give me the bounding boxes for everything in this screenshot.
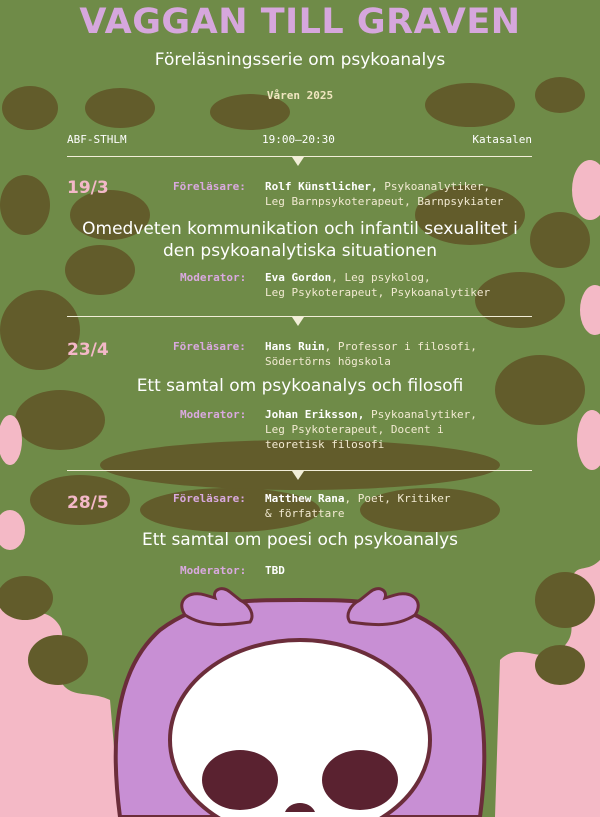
lecturer-name: Rolf Künstlicher, bbox=[265, 180, 378, 193]
moderator-role: Psykoanalytiker, bbox=[370, 408, 477, 421]
poster-subtitle: Föreläsningsserie om psykoanalys bbox=[154, 50, 446, 70]
moderator-name: Eva Gordon bbox=[265, 271, 332, 284]
event-date: 19/3 bbox=[67, 178, 109, 198]
moderator-role: teoretisk filosofi bbox=[265, 438, 385, 451]
poster-title: VAGGAN TILL GRAVEN bbox=[79, 2, 521, 42]
moderator-role: , Leg psykolog, bbox=[331, 271, 431, 284]
moderator-label: Moderator: bbox=[180, 408, 247, 421]
event-date: 28/5 bbox=[67, 493, 109, 513]
arrow-down-icon bbox=[292, 317, 304, 326]
event-title: Ett samtal om poesi och psykoanalys bbox=[141, 530, 459, 550]
season: Våren 2025 bbox=[266, 89, 334, 102]
organizer: ABF-STHLM bbox=[67, 133, 127, 146]
lecturer-role: Psykoanalytiker, bbox=[384, 180, 491, 193]
moderator bbox=[265, 407, 477, 452]
arrow-down-icon bbox=[292, 471, 304, 480]
time: 19:00–20:30 bbox=[262, 133, 335, 146]
event-title bbox=[30, 218, 570, 262]
event-title-line: den psykoanalytiska situationen bbox=[162, 241, 438, 261]
lecturer-role: Leg Barnpsykoterapeut, Barnpsykiater bbox=[265, 195, 504, 208]
moderator-label: Moderator: bbox=[180, 564, 247, 577]
lecturer-role: , Professor i filosofi, bbox=[324, 340, 477, 353]
moderator bbox=[265, 270, 490, 300]
venue: Katasalen bbox=[472, 133, 532, 146]
lecturer-role: Södertörns högskola bbox=[265, 355, 391, 368]
moderator-label: Moderator: bbox=[180, 271, 247, 284]
moderator-role: Leg Psykoterapeut, Psykoanalytiker bbox=[265, 286, 491, 299]
moderator-name: TBD bbox=[265, 564, 285, 577]
event-title-line: Omedveten kommunikation och infantil sexualitet i bbox=[82, 219, 518, 239]
lecturer bbox=[265, 179, 503, 209]
lecturer-label: Föreläsare: bbox=[173, 180, 246, 193]
moderator-name: Johan Eriksson, bbox=[265, 408, 365, 421]
event-title: Ett samtal om psykoanalys och filosofi bbox=[136, 376, 464, 396]
lecturer-name: Hans Ruin bbox=[265, 340, 325, 353]
lecturer-role: , Poet, Kritiker bbox=[344, 492, 451, 505]
lecturer-name: Matthew Rana bbox=[265, 492, 345, 505]
moderator-role: Leg Psykoterapeut, Docent i bbox=[265, 423, 444, 436]
event-date: 23/4 bbox=[67, 340, 109, 360]
lecturer-label: Föreläsare: bbox=[173, 340, 246, 353]
lecturer-role: & författare bbox=[265, 507, 345, 520]
lecturer bbox=[265, 491, 450, 521]
lecturer-label: Föreläsare: bbox=[173, 492, 246, 505]
lecturer bbox=[265, 339, 477, 369]
arrow-down-icon bbox=[292, 157, 304, 166]
moderator bbox=[265, 563, 285, 578]
